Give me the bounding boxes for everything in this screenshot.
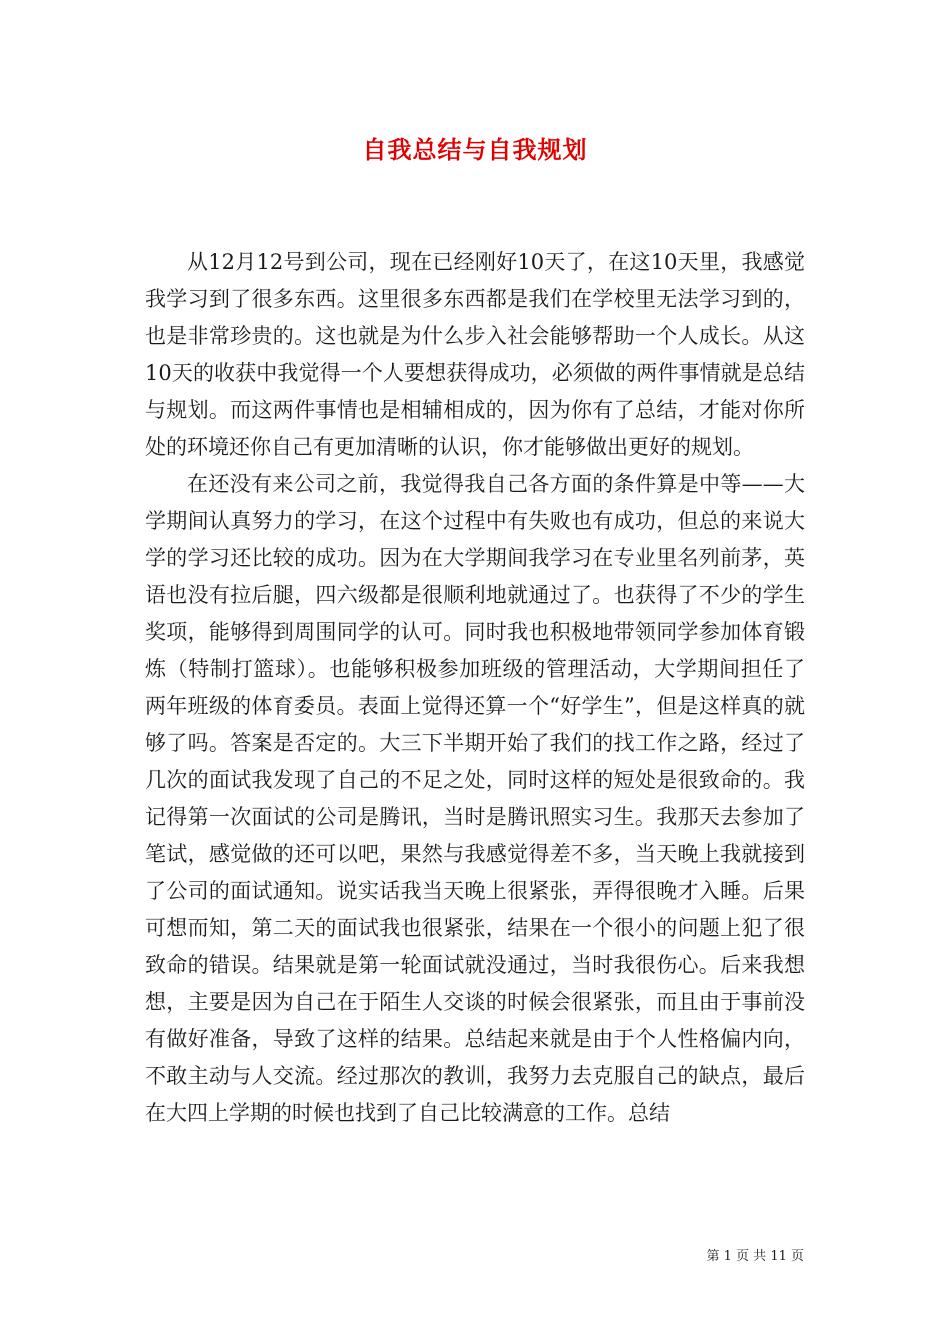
document-body	[145, 244, 805, 1132]
paragraph-2: 在还没有来公司之前，我觉得我自己各方面的条件算是中等——大学期间认真努力的学习，在这个过程中有失败也有成功，但总的来说大学的学习还比较的成功。因为在大学期间我学习在专业里名列前茅，英语也没有拉后腿，四六级都是很顺利地就通过了。也获得了不少的学生奖项，能够得到周围同学的认可。同时我也积极地带领同学参加体育锻炼（特制打篮球）。也能够积极参加班级的管理活动，大学期间担任了两年班级的体育委员。表面上觉得还算一个“好学生”，但是这样真的就够了吗。答案是否定的。大三下半期开始了我们的找工作之路，经过了几次的面试我发现了自己的不足之处，同时这样的短处是很致命的。我记得第一次面试的公司是腾讯，当时是腾讯照实习生。我那天去参加了笔试，感觉做的还可以吧，果然与我感觉得差不多，当天晚上我就接到了公司的面试通知。说实话我当天晚上很紧张，弄得很晚才入睡。后果可想而知，第二天的面试我也很紧张，结果在一个很小的问题上犯了很致命的错误。结果就是第一轮面试就没通过，当时我很伤心。后来我想想，主要是因为自己在于陌生人交谈的时候会很紧张，而且由于事前没有做好准备，导致了这样的结果。总结起来就是由于个人性格偏内向，不敢主动与人交流。经过那次的教训，我努力去克服自己的缺点，最后在大四上学期的时候也找到了自己比较满意的工作。总结	[145, 472, 805, 1125]
document-title: 自我总结与自我规划	[362, 135, 588, 164]
page-number-footer: 第 1 页 共 11 页	[706, 1249, 804, 1264]
paragraph-1: 从12月12号到公司，现在已经刚好10天了，在这10天里，我感觉我学习到了很多东西。这里很多东西都是我们在学校里无法学习到的，也是非常珍贵的。这也就是为什么步入社会能够帮助一个人成长。从这10天的收获中我觉得一个人要想获得成功，必须做的两件事情就是总结与规划。而这两件事情也是相辅相成的，因为你有了总结，才能对你所处的环境还你自己有更加清晰的认识，你才能够做出更好的规划。	[145, 250, 805, 459]
